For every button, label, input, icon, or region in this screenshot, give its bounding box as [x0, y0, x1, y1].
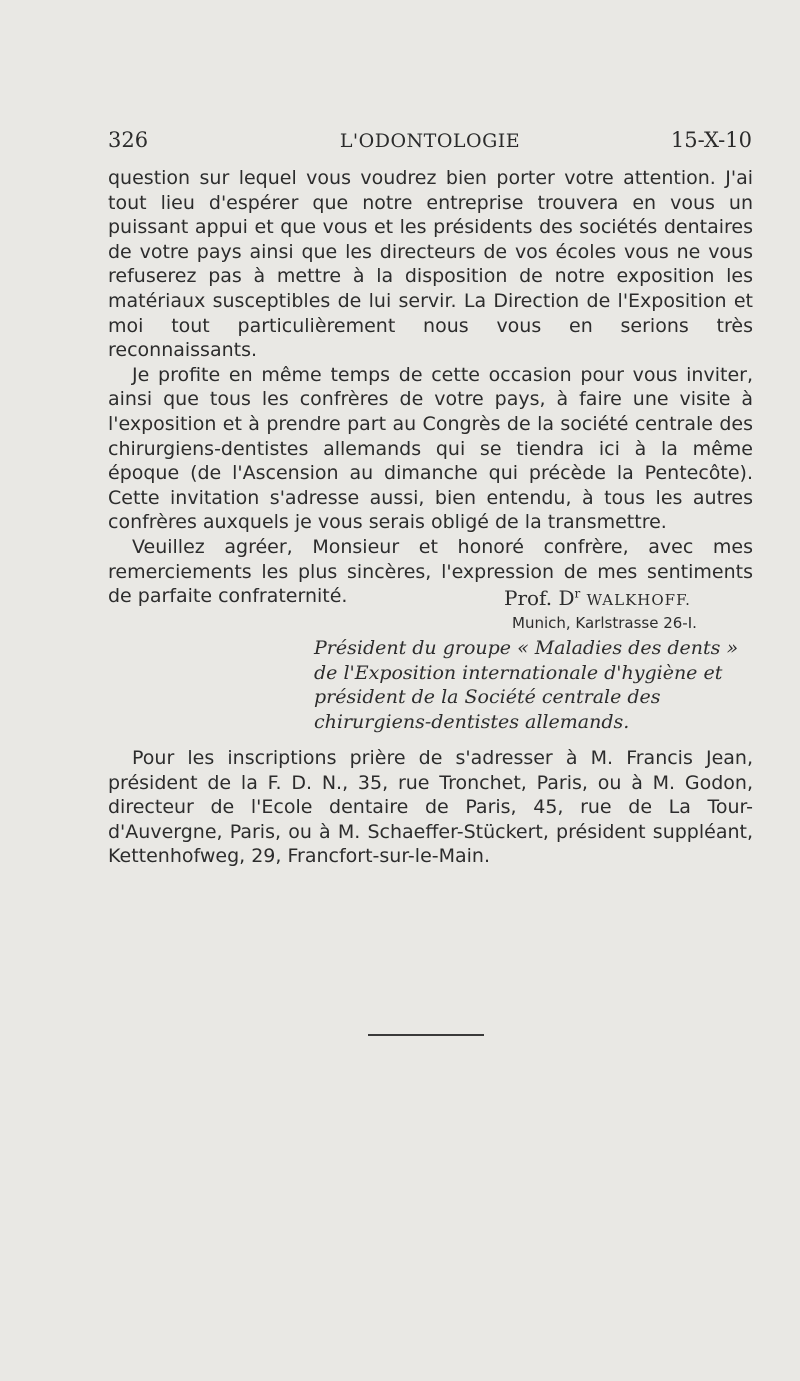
- paragraph-invitation: Je profite en même temps de cette occasion pour vous inviter, ainsi que tous les confrères de votre pays, à faire une visite à l'exposition et à prendre part au Congrès de la société centrale des chirurgiens-dentistes allemands qui se tiendra ici à la même époque (de l'Ascension au dimanche qui précède la Pentecôte). Cette invitation s'adresse aussi, bien entendu, à tous les autres confrères auxquels je vous serais obligé de la transmettre.: [108, 363, 753, 534]
- signature-prefix: Prof. D: [504, 586, 575, 610]
- running-header: [108, 128, 752, 158]
- signature-address: Munich, Karlstrasse 26-I.: [512, 614, 697, 632]
- signature-superscript: r: [574, 586, 581, 601]
- paragraph-continuation: question sur lequel vous voudrez bien porter votre attention. J'ai tout lieu d'espérer que notre entreprise trouvera en vous un puissant appui et que vous et les présidents des sociétés dentaires de votre pays ainsi que les directeurs de vos écoles vous ne vous refuserez pas à mettre à la disposition de notre exposition les matériaux susceptibles de lui servir. La Direction de l'Exposition et moi tout particulièrement nous vous en serions très reconnaissants.: [108, 167, 753, 362]
- issue-date: 15-X-10: [670, 128, 752, 152]
- journal-title: L'ODONTOLOGIE: [339, 130, 521, 152]
- signatory-name: WALKHOFF.: [586, 591, 691, 609]
- paragraph-closing: Veuillez agréer, Monsieur et honoré confrère, avec mes remerciements les plus sincères, l'expression de mes sentiments de parfaite confraternité.: [108, 535, 753, 608]
- section-rule: [368, 1034, 484, 1036]
- page-number: 326: [108, 128, 149, 152]
- signature-title: Président du groupe « Maladies des dents » de l'Exposition internationale d'hygiène et président de la Société centrale des chirurgiens-dentistes allemands.: [314, 637, 739, 733]
- inscriptions-paragraph: Pour les inscriptions prière de s'adresser à M. Francis Jean, président de la F. D. N., 35, rue Tronchet, Paris, ou à M. Godon, directeur de l'Ecole dentaire de Paris, 45, rue de La Tour-d'Auvergne, Paris, ou à M. Schaeffer-Stückert, président suppléant, Kettenhofweg, 29, Francfort-sur-le-Main.: [108, 747, 753, 868]
- letter-body: [108, 166, 753, 609]
- signature-name: [108, 586, 800, 610]
